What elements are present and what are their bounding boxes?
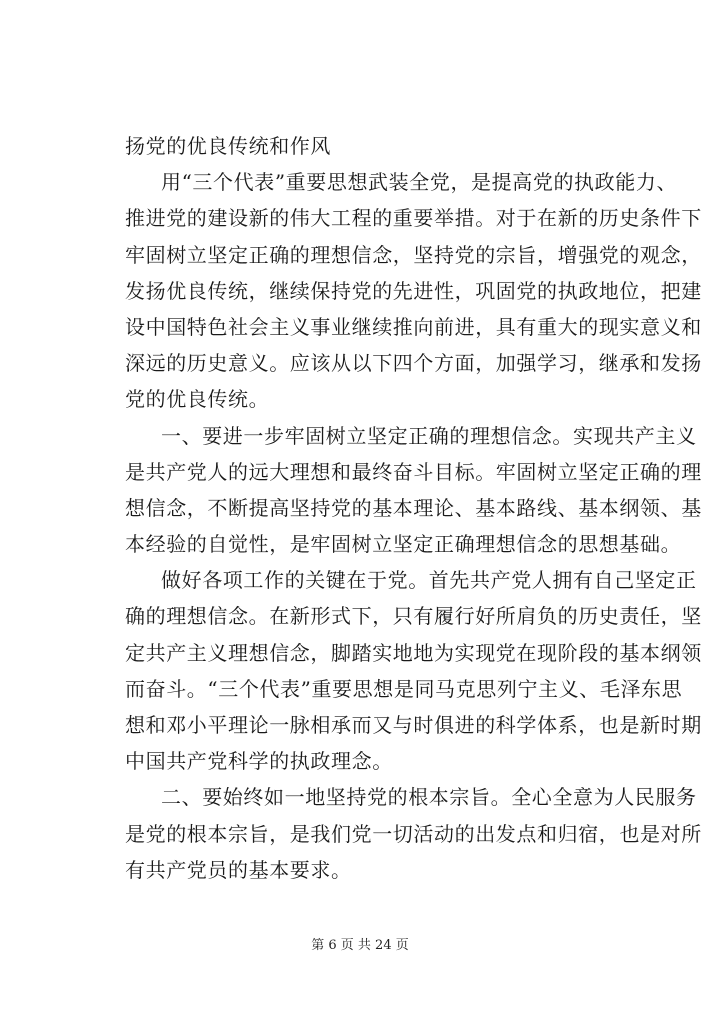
document-body xyxy=(125,128,702,888)
text-line: 确的理想信念。在新形式下，只有履行好所肩负的历史责任，坚 xyxy=(125,604,702,629)
text-line: 扬党的优良传统和作风 xyxy=(125,134,331,158)
text-line: 本经验的自觉性，是牢固树立坚定正确理想信念的思想基础。 xyxy=(125,532,682,557)
text-line: 想和邓小平理论一脉相承而又与时俱进的科学体系，也是新时期 xyxy=(125,713,702,737)
text-line: 是党的根本宗旨，是我们党一切活动的出发点和归宿，也是对所 xyxy=(125,821,702,846)
text-line: 牢固树立坚定正确的理想信念，坚持党的宗旨，增强党的观念， xyxy=(125,242,702,267)
text-line: 而奋斗。“三个代表”重要思想是同马克思列宁主义、毛泽东思 xyxy=(125,676,683,701)
text-line: 有共产党员的基本要求。 xyxy=(125,857,352,882)
text-line: 二、要始终如一地坚持党的根本宗旨。全心全意为人民服务 xyxy=(161,785,697,810)
page-number-label: 第 6 页 共 24 页 xyxy=(311,938,409,953)
text-line: 一、要进一步牢固树立坚定正确的理想信念。实现共产主义 xyxy=(161,423,697,448)
text-line: 是共产党人的远大理想和最终奋斗目标。牢固树立坚定正确的理 xyxy=(125,459,702,484)
text-line: 发扬优良传统，继续保持党的先进性，巩固党的执政地位，把建 xyxy=(125,278,702,303)
page-footer xyxy=(0,937,720,955)
text-line: 想信念，不断提高坚持党的基本理论、基本路线、基本纲领、基 xyxy=(125,495,702,520)
text-line: 做好各项工作的关键在于党。首先共产党人拥有自己坚定正 xyxy=(161,568,697,593)
text-line: 中国共产党科学的执政理念。 xyxy=(125,749,393,774)
text-line: 定共产主义理想信念，脚踏实地地为实现党在现阶段的基本纲领 xyxy=(125,640,702,665)
text-line: 推进党的建设新的伟大工程的重要举措。对于在新的历史条件下 xyxy=(125,206,702,231)
text-line: 设中国特色社会主义事业继续推向前进，具有重大的现实意义和 xyxy=(125,314,702,339)
text-line: 用“三个代表”重要思想武装全党，是提高党的执政能力、 xyxy=(161,170,678,195)
text-line: 深远的历史意义。应该从以下四个方面，加强学习，继承和发扬 xyxy=(125,351,702,376)
text-line: 党的优良传统。 xyxy=(125,387,270,412)
